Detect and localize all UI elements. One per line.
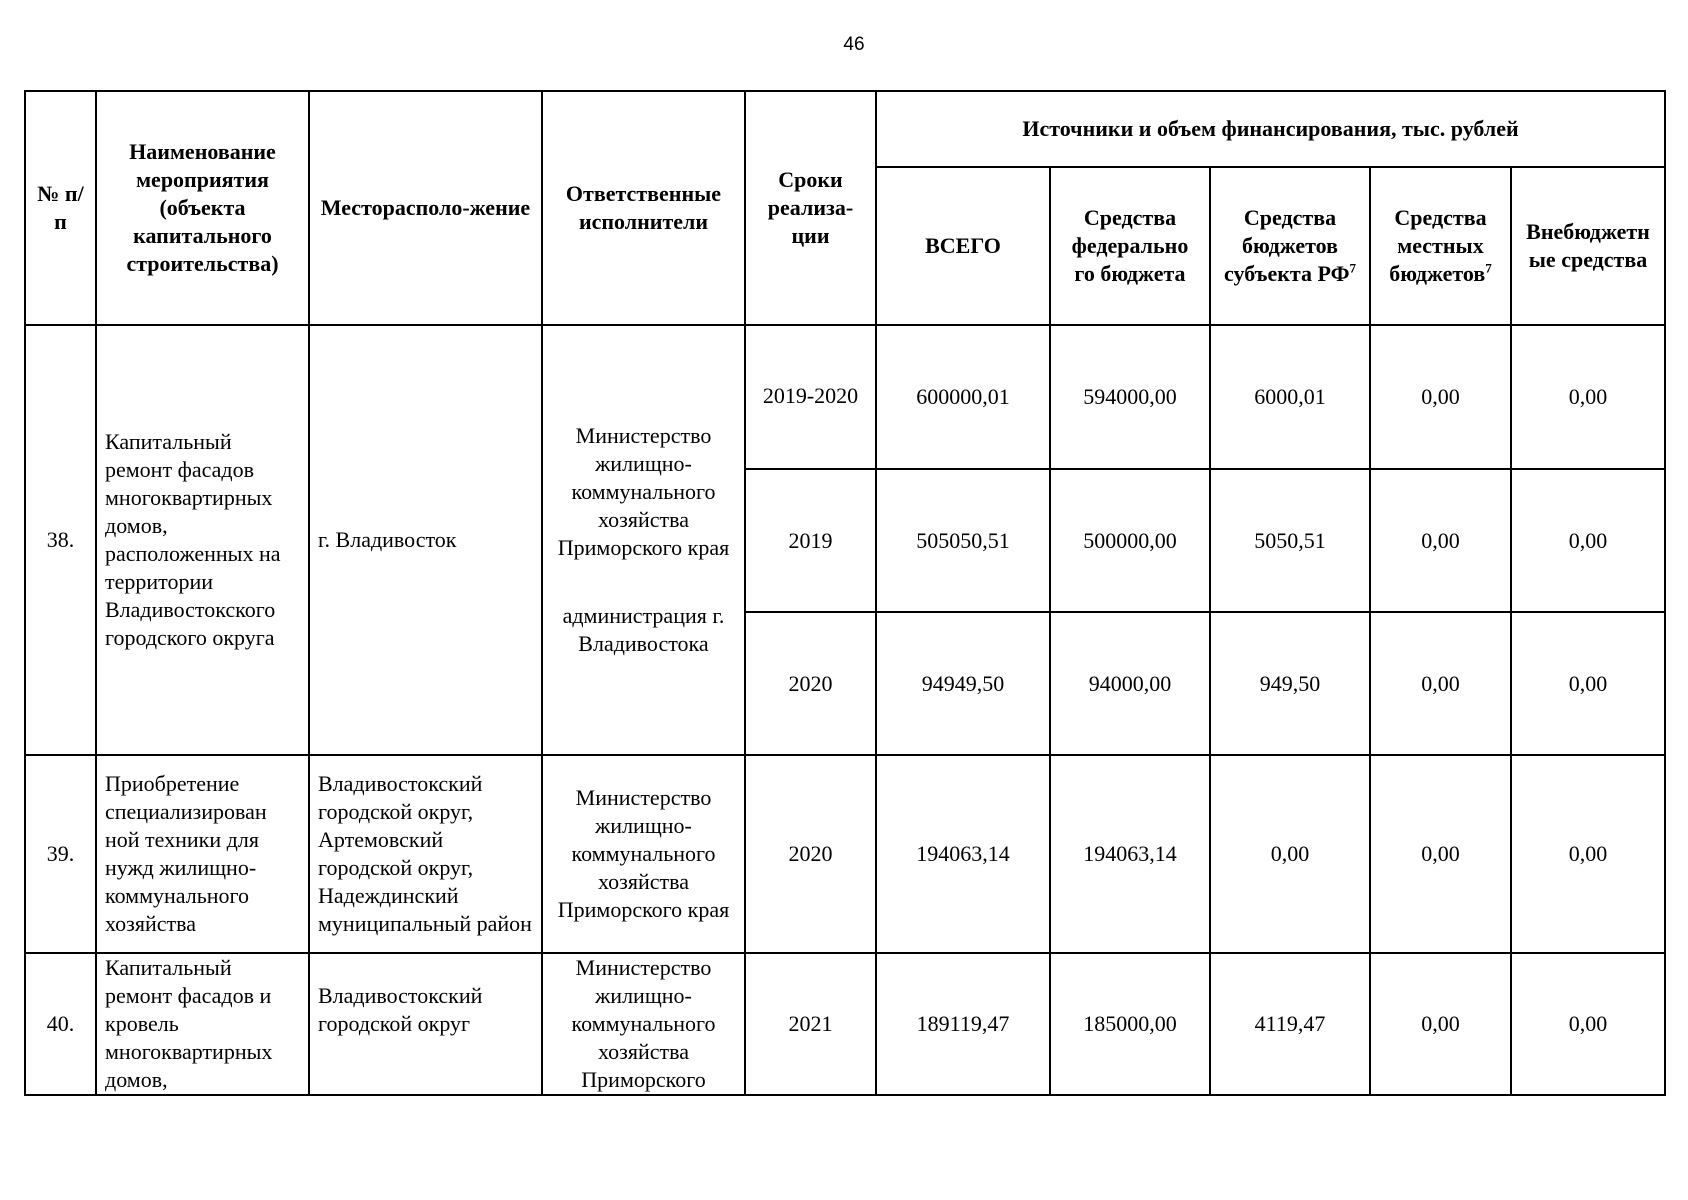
header-local <box>1370 167 1511 325</box>
header-federal: Средства федерально го бюджета <box>1050 167 1210 325</box>
row-term: 2019 <box>745 469 876 612</box>
row-num: 38. <box>25 325 96 755</box>
table-row <box>25 755 1665 953</box>
row-local: 0,00 <box>1370 612 1511 755</box>
header-total: ВСЕГО <box>876 167 1050 325</box>
header-local-footnote: 7 <box>1485 260 1492 276</box>
row-federal: 94000,00 <box>1050 612 1210 755</box>
row-executors: Министерство жилищно-коммунального хозяйства Приморского <box>542 953 745 1095</box>
row-local: 0,00 <box>1370 325 1511 469</box>
row-location: Владивостокский городской округ <box>309 953 542 1095</box>
header-num: № п/п <box>25 91 96 325</box>
row-location: г. Владивосток <box>309 325 542 755</box>
row-name: Капитальный ремонт фасадов многоквартирных домов, расположенных на территории Владивостокского городского округа <box>96 325 309 755</box>
row-local: 0,00 <box>1370 469 1511 612</box>
header-name: Наименование мероприятия (объекта капитального строительства) <box>96 91 309 325</box>
row-local: 0,00 <box>1370 953 1511 1095</box>
row-regional: 6000,01 <box>1210 325 1370 469</box>
row-total: 600000,01 <box>876 325 1050 469</box>
row-term: 2021 <box>745 953 876 1095</box>
header-local-label: Средства местных бюджетов <box>1389 205 1487 286</box>
row-federal: 594000,00 <box>1050 325 1210 469</box>
row-num: 40. <box>25 953 96 1095</box>
header-regional-label: Средства бюджетов субъекта РФ <box>1224 205 1350 286</box>
row-total: 505050,51 <box>876 469 1050 612</box>
header-regional <box>1210 167 1370 325</box>
header-location: Месторасполо-жение <box>309 91 542 325</box>
header-regional-footnote: 7 <box>1349 260 1356 276</box>
header-extra: Внебюджетн ые средства <box>1511 167 1665 325</box>
row-extra: 0,00 <box>1511 469 1665 612</box>
row-name: Приобретение специализирован ной техники для нужд жилищно-коммунального хозяйства <box>96 755 309 953</box>
financing-table <box>24 90 1666 1096</box>
row-term: 2019-2020 <box>745 325 876 469</box>
row-num: 39. <box>25 755 96 953</box>
row-name: Капитальный ремонт фасадов и кровель многоквартирных домов, <box>96 953 309 1095</box>
table-row <box>25 325 1665 469</box>
row-federal: 185000,00 <box>1050 953 1210 1095</box>
row-total: 194063,14 <box>876 755 1050 953</box>
page-number: 46 <box>843 34 865 55</box>
row-extra: 0,00 <box>1511 612 1665 755</box>
row-regional: 4119,47 <box>1210 953 1370 1095</box>
row-total: 189119,47 <box>876 953 1050 1095</box>
row-location: Владивостокский городской округ, Артемовский городской округ, Надеждинский муниципальный район <box>309 755 542 953</box>
row-executors: Министерство жилищно-коммунального хозяйства Приморского края <box>542 755 745 953</box>
row-federal: 194063,14 <box>1050 755 1210 953</box>
header-terms: Сроки реализа-ции <box>745 91 876 325</box>
header-executors: Ответственные исполнители <box>542 91 745 325</box>
row-extra: 0,00 <box>1511 755 1665 953</box>
header-sources: Источники и объем финансирования, тыс. рублей <box>876 91 1665 167</box>
row-extra: 0,00 <box>1511 325 1665 469</box>
row-total: 94949,50 <box>876 612 1050 755</box>
row-federal: 500000,00 <box>1050 469 1210 612</box>
row-executor-secondary: администрация г. Владивостока <box>562 603 725 656</box>
row-local: 0,00 <box>1370 755 1511 953</box>
row-executors <box>542 325 745 755</box>
row-extra: 0,00 <box>1511 953 1665 1095</box>
table-row <box>25 953 1665 1095</box>
row-regional: 949,50 <box>1210 612 1370 755</box>
row-term: 2020 <box>745 755 876 953</box>
row-term: 2020 <box>745 612 876 755</box>
row-regional: 5050,51 <box>1210 469 1370 612</box>
row-regional: 0,00 <box>1210 755 1370 953</box>
row-executor-primary: Министерство жилищно-коммунального хозяйства Приморского края <box>557 423 730 560</box>
